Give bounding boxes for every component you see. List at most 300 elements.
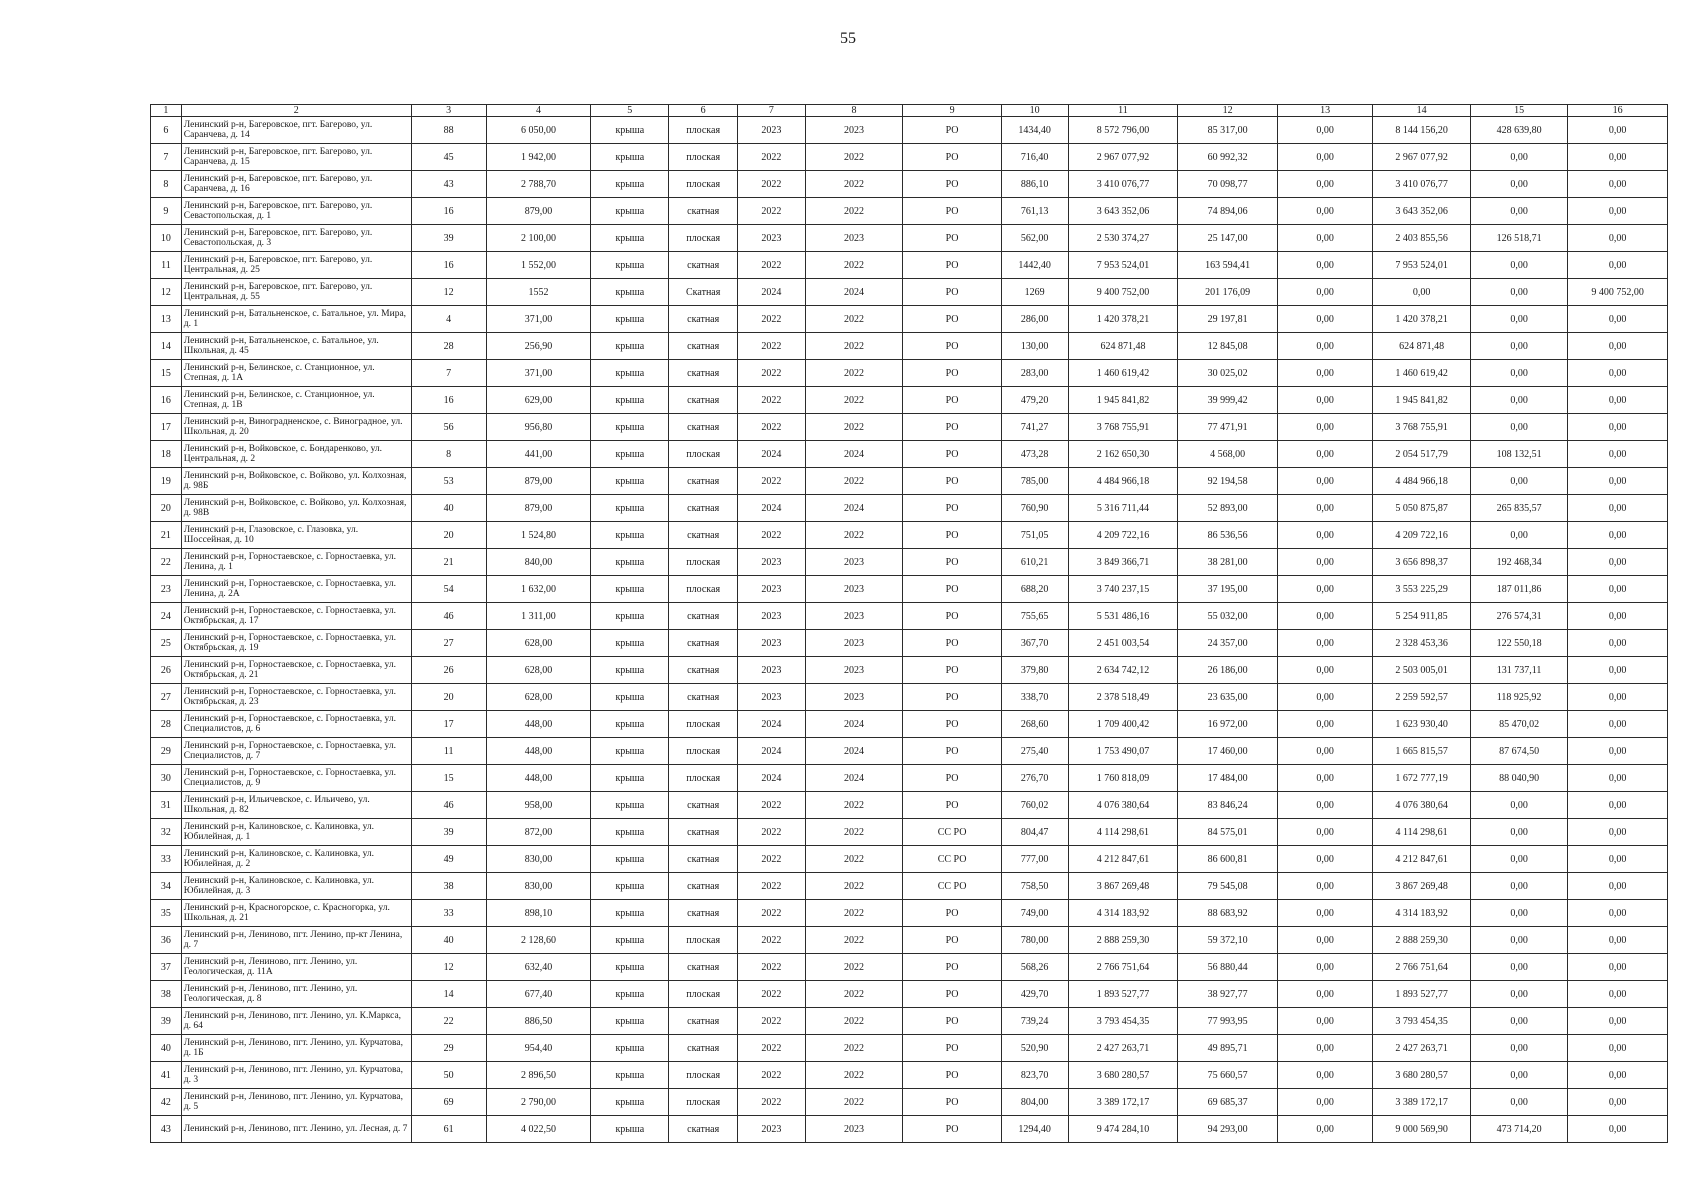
table-cell: 39 999,42 [1178, 387, 1278, 414]
table-cell: 46 [411, 792, 486, 819]
table-cell: 9 [151, 198, 182, 225]
table-cell: 1294,40 [1001, 1116, 1068, 1143]
table-cell: 126 518,71 [1470, 225, 1568, 252]
table-cell: 2022 [805, 873, 903, 900]
table-cell: 2023 [738, 1116, 806, 1143]
table-cell: РО [903, 981, 1002, 1008]
table-cell: 256,90 [486, 333, 591, 360]
table-cell: 27 [151, 684, 182, 711]
table-cell: 0,00 [1568, 522, 1668, 549]
table-cell: 568,26 [1001, 954, 1068, 981]
table-cell: 0,00 [1568, 144, 1668, 171]
table-cell: 0,00 [1568, 306, 1668, 333]
table-cell: 2022 [738, 900, 806, 927]
table-cell: РО [903, 441, 1002, 468]
table-cell: РО [903, 711, 1002, 738]
table-cell: плоская [669, 576, 738, 603]
table-row [151, 684, 1668, 711]
table-row [151, 927, 1668, 954]
table-cell: РО [903, 927, 1002, 954]
table-cell: 1 942,00 [486, 144, 591, 171]
table-cell: плоская [669, 144, 738, 171]
table-cell: 2023 [805, 684, 903, 711]
table-cell: 2023 [738, 549, 806, 576]
table-cell: 86 600,81 [1178, 846, 1278, 873]
column-header-16: 16 [1568, 105, 1668, 117]
table-cell: 0,00 [1277, 738, 1372, 765]
table-cell: 14 [151, 333, 182, 360]
table-cell: 1 420 378,21 [1373, 306, 1471, 333]
table-cell: 24 [151, 603, 182, 630]
table-cell: 38 281,00 [1178, 549, 1278, 576]
address-cell: Ленинский р-н, Багеровское, пгт. Багерово, ул. Центральная, д. 25 [181, 252, 411, 279]
table-cell: 6 050,00 [486, 117, 591, 144]
table-cell: крыша [591, 360, 669, 387]
table-cell: 0,00 [1470, 522, 1568, 549]
table-cell: 59 372,10 [1178, 927, 1278, 954]
table-cell: 0,00 [1568, 1035, 1668, 1062]
table-cell: 0,00 [1568, 495, 1668, 522]
table-cell: 0,00 [1568, 819, 1668, 846]
table-cell: 3 740 237,15 [1068, 576, 1178, 603]
table-cell: 2 766 751,64 [1373, 954, 1471, 981]
table-cell: плоская [669, 117, 738, 144]
table-cell: 192 468,34 [1470, 549, 1568, 576]
table-cell: крыша [591, 981, 669, 1008]
table-cell: 3 867 269,48 [1068, 873, 1178, 900]
table-cell: 830,00 [486, 846, 591, 873]
table-cell: 0,00 [1277, 630, 1372, 657]
address-cell: Ленинский р-н, Лениново, пгт. Ленино, ул. Лесная, д. 7 [181, 1116, 411, 1143]
table-cell: 2022 [738, 198, 806, 225]
table-cell: 26 186,00 [1178, 657, 1278, 684]
table-cell: 70 098,77 [1178, 171, 1278, 198]
table-cell: крыша [591, 171, 669, 198]
table-cell: 761,13 [1001, 198, 1068, 225]
table-cell: 1 460 619,42 [1068, 360, 1178, 387]
column-header-9: 9 [903, 105, 1002, 117]
table-cell: 55 032,00 [1178, 603, 1278, 630]
table-cell: 10 [151, 225, 182, 252]
table-cell: РО [903, 225, 1002, 252]
table-cell: 2022 [738, 414, 806, 441]
table-row [151, 441, 1668, 468]
table-cell: 0,00 [1568, 927, 1668, 954]
column-header-15: 15 [1470, 105, 1568, 117]
address-cell: Ленинский р-н, Горностаевское, с. Горностаевка, ул. Специалистов, д. 9 [181, 765, 411, 792]
table-cell: 2023 [805, 603, 903, 630]
table-cell: РО [903, 792, 1002, 819]
table-cell: 7 953 524,01 [1068, 252, 1178, 279]
table-cell: 2024 [805, 495, 903, 522]
table-cell: 2 896,50 [486, 1062, 591, 1089]
table-cell: 479,20 [1001, 387, 1068, 414]
table-cell: 18 [151, 441, 182, 468]
table-cell: 2024 [805, 441, 903, 468]
table-cell: 0,00 [1277, 198, 1372, 225]
table-cell: 0,00 [1277, 873, 1372, 900]
table-cell: 2022 [805, 927, 903, 954]
table-cell: РО [903, 738, 1002, 765]
table-cell: 2022 [738, 1089, 806, 1116]
table-cell: 0,00 [1277, 576, 1372, 603]
table-cell: 2023 [738, 117, 806, 144]
table-cell: 2024 [738, 441, 806, 468]
table-row [151, 738, 1668, 765]
table-cell: 520,90 [1001, 1035, 1068, 1062]
table-cell: РО [903, 1008, 1002, 1035]
table-cell: 39 [411, 225, 486, 252]
table-cell: 1442,40 [1001, 252, 1068, 279]
table-cell: 29 197,81 [1178, 306, 1278, 333]
table-cell: 49 895,71 [1178, 1035, 1278, 1062]
table-cell: 0,00 [1277, 144, 1372, 171]
table-cell: 0,00 [1568, 873, 1668, 900]
table-cell: 2 054 517,79 [1373, 441, 1471, 468]
table-cell: 38 [151, 981, 182, 1008]
column-header-3: 3 [411, 105, 486, 117]
table-cell: 3 793 454,35 [1373, 1008, 1471, 1035]
page-number: 55 [840, 30, 856, 47]
table-cell: 2022 [738, 792, 806, 819]
table-cell: 40 [411, 495, 486, 522]
table-cell: крыша [591, 495, 669, 522]
table-cell: 2022 [805, 387, 903, 414]
table-row [151, 225, 1668, 252]
table-row [151, 252, 1668, 279]
table-cell: 1 945 841,82 [1068, 387, 1178, 414]
table-cell: 8 144 156,20 [1373, 117, 1471, 144]
table-cell: 0,00 [1470, 279, 1568, 306]
table-cell: РО [903, 603, 1002, 630]
table-row [151, 1089, 1668, 1116]
table-cell: 77 993,95 [1178, 1008, 1278, 1035]
table-cell: крыша [591, 819, 669, 846]
table-cell: 265 835,57 [1470, 495, 1568, 522]
table-cell: 0,00 [1568, 576, 1668, 603]
table-cell: 0,00 [1277, 468, 1372, 495]
table-cell: 37 [151, 954, 182, 981]
table-cell: 5 254 911,85 [1373, 603, 1471, 630]
table-row [151, 711, 1668, 738]
table-row [151, 954, 1668, 981]
address-cell: Ленинский р-н, Ильичевское, с. Ильичево, ул. Школьная, д. 82 [181, 792, 411, 819]
table-cell: 56 [411, 414, 486, 441]
table-row [151, 549, 1668, 576]
table-cell: 1 760 818,09 [1068, 765, 1178, 792]
table-cell: 40 [411, 927, 486, 954]
table-cell: крыша [591, 846, 669, 873]
table-cell: скатная [669, 414, 738, 441]
table-row [151, 306, 1668, 333]
table-cell: 26 [151, 657, 182, 684]
address-cell: Ленинский р-н, Войковское, с. Бондаренково, ул. Центральная, д. 2 [181, 441, 411, 468]
table-cell: 12 845,08 [1178, 333, 1278, 360]
table-cell: 7 953 524,01 [1373, 252, 1471, 279]
table-cell: РО [903, 549, 1002, 576]
table-cell: 33 [411, 900, 486, 927]
table-cell: 38 [411, 873, 486, 900]
table-cell: скатная [669, 495, 738, 522]
table-cell: 21 [411, 549, 486, 576]
address-cell: Ленинский р-н, Горностаевское, с. Горностаевка, ул. Октябрьская, д. 17 [181, 603, 411, 630]
table-cell: плоская [669, 765, 738, 792]
table-row [151, 792, 1668, 819]
table-cell: 448,00 [486, 738, 591, 765]
address-cell: Ленинский р-н, Лениново, пгт. Ленино, ул. Геологическая, д. 11А [181, 954, 411, 981]
table-cell: 2023 [738, 630, 806, 657]
table-cell: 0,00 [1568, 846, 1668, 873]
table-cell: 2022 [738, 522, 806, 549]
table-cell: 1 552,00 [486, 252, 591, 279]
table-cell: 86 536,56 [1178, 522, 1278, 549]
table-cell: 30 [151, 765, 182, 792]
table-cell: 840,00 [486, 549, 591, 576]
table-cell: 1552 [486, 279, 591, 306]
table-cell: 0,00 [1470, 846, 1568, 873]
table-cell: крыша [591, 198, 669, 225]
table-cell: 15 [151, 360, 182, 387]
table-cell: 2022 [738, 846, 806, 873]
table-cell: 9 000 569,90 [1373, 1116, 1471, 1143]
address-cell: Ленинский р-н, Батальненское, с. Батальное, ул. Мира, д. 1 [181, 306, 411, 333]
table-cell: скатная [669, 198, 738, 225]
table-cell: 0,00 [1277, 927, 1372, 954]
table-cell: 716,40 [1001, 144, 1068, 171]
table-cell: 0,00 [1277, 387, 1372, 414]
table-cell: 275,40 [1001, 738, 1068, 765]
table-cell: 16 [151, 387, 182, 414]
table-cell: 37 195,00 [1178, 576, 1278, 603]
table-cell: 2022 [738, 819, 806, 846]
table-cell: 0,00 [1277, 441, 1372, 468]
table-cell: 628,00 [486, 630, 591, 657]
table-cell: 1 420 378,21 [1068, 306, 1178, 333]
registry-table [150, 104, 1668, 1143]
table-cell: крыша [591, 873, 669, 900]
table-cell: 0,00 [1568, 252, 1668, 279]
table-cell: 0,00 [1568, 441, 1668, 468]
table-cell: 0,00 [1277, 1116, 1372, 1143]
table-row [151, 765, 1668, 792]
address-cell: Ленинский р-н, Багеровское, пгт. Багерово, ул. Центральная, д. 55 [181, 279, 411, 306]
table-row [151, 1035, 1668, 1062]
table-cell: 16 972,00 [1178, 711, 1278, 738]
table-row [151, 846, 1668, 873]
table-cell: 741,27 [1001, 414, 1068, 441]
table-cell: 88 683,92 [1178, 900, 1278, 927]
table-cell: 624 871,48 [1373, 333, 1471, 360]
table-cell: крыша [591, 738, 669, 765]
table-cell: 16 [411, 198, 486, 225]
table-cell: 43 [411, 171, 486, 198]
table-cell: крыша [591, 441, 669, 468]
table-cell: 2 162 650,30 [1068, 441, 1178, 468]
table-cell: 3 643 352,06 [1068, 198, 1178, 225]
table-cell: 1 945 841,82 [1373, 387, 1471, 414]
table-cell: 3 680 280,57 [1373, 1062, 1471, 1089]
table-cell: 9 400 752,00 [1068, 279, 1178, 306]
table-cell: 2 328 453,36 [1373, 630, 1471, 657]
table-cell: 9 400 752,00 [1568, 279, 1668, 306]
table-cell: 2023 [805, 549, 903, 576]
table-cell: 886,10 [1001, 171, 1068, 198]
table-cell: 2022 [805, 819, 903, 846]
table-cell: РО [903, 306, 1002, 333]
column-header-12: 12 [1178, 105, 1278, 117]
table-cell: 2 378 518,49 [1068, 684, 1178, 711]
table-cell: крыша [591, 684, 669, 711]
table-cell: 5 050 875,87 [1373, 495, 1471, 522]
table-row [151, 360, 1668, 387]
table-cell: 2023 [805, 630, 903, 657]
table-cell: 4 022,50 [486, 1116, 591, 1143]
table-cell: скатная [669, 1035, 738, 1062]
table-cell: 624 871,48 [1068, 333, 1178, 360]
table-cell: 0,00 [1470, 306, 1568, 333]
table-cell: 0,00 [1568, 1062, 1668, 1089]
table-row [151, 657, 1668, 684]
table-cell: 5 316 711,44 [1068, 495, 1178, 522]
table-row [151, 117, 1668, 144]
table-cell: 0,00 [1277, 549, 1372, 576]
address-cell: Ленинский р-н, Горностаевское, с. Горностаевка, ул. Специалистов, д. 7 [181, 738, 411, 765]
column-header-14: 14 [1373, 105, 1471, 117]
table-cell: 830,00 [486, 873, 591, 900]
table-cell: 4 212 847,61 [1068, 846, 1178, 873]
table-cell: 0,00 [1277, 981, 1372, 1008]
address-cell: Ленинский р-н, Лениново, пгт. Ленино, ул. К.Маркса, д. 64 [181, 1008, 411, 1035]
table-cell: скатная [669, 252, 738, 279]
table-cell: 0,00 [1568, 225, 1668, 252]
table-cell: 2022 [738, 144, 806, 171]
table-row [151, 171, 1668, 198]
address-cell: Ленинский р-н, Багеровское, пгт. Багерово, ул. Севастопольская, д. 1 [181, 198, 411, 225]
table-cell: 2022 [805, 954, 903, 981]
table-cell: крыша [591, 576, 669, 603]
table-cell: 2022 [805, 360, 903, 387]
table-cell: 23 [151, 576, 182, 603]
table-cell: РО [903, 576, 1002, 603]
table-cell: 3 643 352,06 [1373, 198, 1471, 225]
table-cell: крыша [591, 765, 669, 792]
table-row [151, 468, 1668, 495]
table-cell: 9 474 284,10 [1068, 1116, 1178, 1143]
table-cell: 4 314 183,92 [1373, 900, 1471, 927]
table-cell: 4 [411, 306, 486, 333]
address-cell: Ленинский р-н, Горностаевское, с. Горностаевка, ул. Октябрьская, д. 19 [181, 630, 411, 657]
table-cell: 11 [411, 738, 486, 765]
column-header-7: 7 [738, 105, 806, 117]
table-cell: 12 [411, 954, 486, 981]
table-cell: 0,00 [1568, 198, 1668, 225]
table-cell: 38 927,77 [1178, 981, 1278, 1008]
table-cell: крыша [591, 711, 669, 738]
table-cell: скатная [669, 954, 738, 981]
table-row [151, 387, 1668, 414]
table-cell: РО [903, 657, 1002, 684]
table-cell: 1 672 777,19 [1373, 765, 1471, 792]
table-cell: скатная [669, 1008, 738, 1035]
table-cell: РО [903, 279, 1002, 306]
table-cell: 0,00 [1277, 171, 1372, 198]
table-cell: 3 867 269,48 [1373, 873, 1471, 900]
table-cell: 0,00 [1470, 198, 1568, 225]
table-cell: скатная [669, 1116, 738, 1143]
table-cell: скатная [669, 306, 738, 333]
column-header-2: 2 [181, 105, 411, 117]
address-cell: Ленинский р-н, Глазовское, с. Глазовка, ул. Шоссейная, д. 10 [181, 522, 411, 549]
table-cell: 632,40 [486, 954, 591, 981]
table-cell: РО [903, 900, 1002, 927]
table-cell: 28 [151, 711, 182, 738]
table-cell: 785,00 [1001, 468, 1068, 495]
table-cell: 1 665 815,57 [1373, 738, 1471, 765]
address-cell: Ленинский р-н, Багеровское, пгт. Багерово, ул. Саранчева, д. 16 [181, 171, 411, 198]
table-cell: 0,00 [1568, 387, 1668, 414]
table-cell: 0,00 [1277, 252, 1372, 279]
table-cell: 0,00 [1470, 1089, 1568, 1116]
address-cell: Ленинский р-н, Красногорское, с. Красногорка, ул. Школьная, д. 21 [181, 900, 411, 927]
address-cell: Ленинский р-н, Калиновское, с. Калиновка, ул. Юбилейная, д. 2 [181, 846, 411, 873]
table-cell: 0,00 [1470, 1008, 1568, 1035]
table-cell: 79 545,08 [1178, 873, 1278, 900]
table-cell: 0,00 [1470, 171, 1568, 198]
table-cell: 4 114 298,61 [1373, 819, 1471, 846]
table-cell: 2023 [805, 576, 903, 603]
table-cell: 54 [411, 576, 486, 603]
table-cell: 0,00 [1277, 495, 1372, 522]
address-cell: Ленинский р-н, Калиновское, с. Калиновка, ул. Юбилейная, д. 1 [181, 819, 411, 846]
table-cell: 371,00 [486, 360, 591, 387]
table-cell: скатная [669, 684, 738, 711]
address-cell: Ленинский р-н, Батальненское, с. Батальное, ул. Школьная, д. 45 [181, 333, 411, 360]
table-cell: 131 737,11 [1470, 657, 1568, 684]
table-cell: 2022 [805, 981, 903, 1008]
table-cell: 2023 [738, 225, 806, 252]
table-cell: 0,00 [1277, 711, 1372, 738]
table-cell: 0,00 [1568, 1089, 1668, 1116]
table-cell: 2022 [738, 171, 806, 198]
table-cell: 958,00 [486, 792, 591, 819]
table-cell: 3 680 280,57 [1068, 1062, 1178, 1089]
table-cell: 688,20 [1001, 576, 1068, 603]
table-cell: 0,00 [1277, 1062, 1372, 1089]
table-cell: 0,00 [1568, 333, 1668, 360]
table-cell: плоская [669, 1062, 738, 1089]
table-cell: РО [903, 387, 1002, 414]
table-cell: 2 427 263,71 [1373, 1035, 1471, 1062]
table-cell: 2022 [738, 360, 806, 387]
table-cell: 0,00 [1568, 765, 1668, 792]
table-cell: 6 [151, 117, 182, 144]
table-cell: 2023 [738, 657, 806, 684]
table-cell: 3 410 076,77 [1068, 171, 1178, 198]
table-cell: РО [903, 1089, 1002, 1116]
address-cell: Ленинский р-н, Белинское, с. Станционное, ул. Степная, д. 1А [181, 360, 411, 387]
table-cell: 2022 [805, 846, 903, 873]
table-cell: 27 [411, 630, 486, 657]
table-cell: 0,00 [1470, 873, 1568, 900]
table-cell: 2022 [805, 144, 903, 171]
table-cell: 338,70 [1001, 684, 1068, 711]
table-cell: 3 553 225,29 [1373, 576, 1471, 603]
table-cell: 32 [151, 819, 182, 846]
table-cell: 1 524,80 [486, 522, 591, 549]
table-cell: 0,00 [1568, 468, 1668, 495]
table-cell: 2022 [805, 900, 903, 927]
table-cell: 0,00 [1470, 1035, 1568, 1062]
